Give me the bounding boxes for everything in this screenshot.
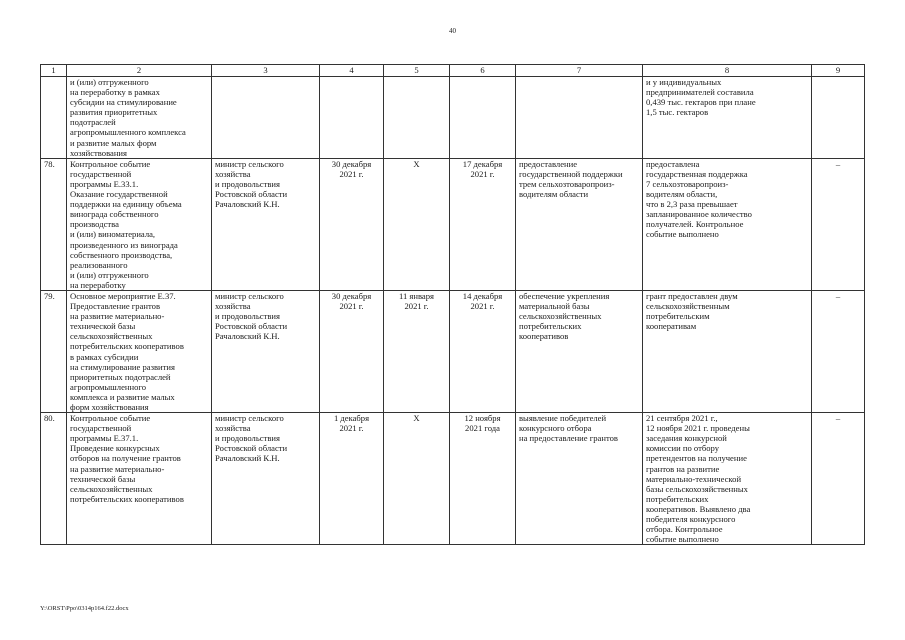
expected-result: предоставление государственной поддержки трем сельхозтоваропроиз- водителям области [516, 158, 643, 290]
report-table [40, 64, 865, 545]
note: – [812, 290, 865, 412]
end-date: 14 декабря 2021 г. [450, 290, 516, 412]
start-date: 11 января 2021 г. [384, 290, 450, 412]
row-number: 80. [41, 413, 67, 545]
event-description: и (или) отгруженного на переработку в рамках субсидии на стимулирование развития приоритетных подотраслей агропромышленного комплекса и развитие малых форм хозяйствования [67, 77, 212, 159]
table-row [41, 413, 865, 545]
plan-date: 30 декабря 2021 г. [320, 158, 384, 290]
table-row [41, 158, 865, 290]
column-header: 4 [320, 65, 384, 77]
event-description: Основное мероприятие Е.37. Предоставление грантов на развитие материально- технической базы сельскохозяйственных потребительских кооперативов в рамках субсидии на стимулирование развития приоритетных подотраслей агропромышленного комплекса и развитие малых форм хозяйствования [67, 290, 212, 412]
start-date: Х [384, 158, 450, 290]
end-date: 12 ноября 2021 года [450, 413, 516, 545]
plan-date: 30 декабря 2021 г. [320, 290, 384, 412]
column-header: 3 [212, 65, 320, 77]
expected-result: обеспечение укрепления материальной базы сельскохозяйственных потребительских кооперативов [516, 290, 643, 412]
table-row [41, 290, 865, 412]
column-header: 7 [516, 65, 643, 77]
row-number: 78. [41, 158, 67, 290]
plan-date: 1 декабря 2021 г. [320, 413, 384, 545]
page-number: 40 [449, 27, 456, 35]
responsible-person: министр сельского хозяйства и продовольствия Ростовской области Рачаловский К.Н. [212, 290, 320, 412]
continuation-row [41, 77, 865, 159]
event-description: Контрольное событие государственной программы Е.37.1. Проведение конкурсных отборов на получение грантов на развитие материально- технической базы сельскохозяйственных потребительских кооперативов [67, 413, 212, 545]
start-date: Х [384, 413, 450, 545]
actual-result: и у индивидуальных предпринимателей составила 0,439 тыс. гектаров при плане 1,5 тыс. гектаров [643, 77, 812, 159]
responsible-person: министр сельского хозяйства и продовольствия Ростовской области Рачаловский К.Н. [212, 413, 320, 545]
column-header: 9 [812, 65, 865, 77]
row-number: 79. [41, 290, 67, 412]
column-number-row [41, 65, 865, 77]
responsible-person: министр сельского хозяйства и продовольствия Ростовской области Рачаловский К.Н. [212, 158, 320, 290]
actual-result: 21 сентября 2021 г., 12 ноября 2021 г. проведены заседания конкурсной комиссии по отбору претендентов на получение грантов на развитие материально-технической базы сельскохозяйственных потребительских кооперативов. Выявлено два победителя конкурсного отбора. Контрольное событие выполнено [643, 413, 812, 545]
column-header: 2 [67, 65, 212, 77]
actual-result: грант предоставлен двум сельскохозяйственным потребительским кооперативам [643, 290, 812, 412]
column-header: 1 [41, 65, 67, 77]
expected-result: выявление победителей конкурсного отбора на предоставление грантов [516, 413, 643, 545]
file-path-footer: Y:\ORST\Ppo\0314p164.f22.docx [40, 605, 129, 612]
column-header: 5 [384, 65, 450, 77]
end-date: 17 декабря 2021 г. [450, 158, 516, 290]
column-header: 8 [643, 65, 812, 77]
event-description: Контрольное событие государственной программы Е.33.1. Оказание государственной поддержки на единицу объема винограда собственного производства и (или) виноматериала, произведенного из винограда собственного производства, реализованного и (или) отгруженного на переработку [67, 158, 212, 290]
column-header: 6 [450, 65, 516, 77]
note: – [812, 158, 865, 290]
note: – [812, 413, 865, 545]
actual-result: предоставлена государственная поддержка 7 сельхозтоваропроиз- водителям области, что в 2,3 раза превышает запланированное количество получателей. Контрольное событие выполнено [643, 158, 812, 290]
